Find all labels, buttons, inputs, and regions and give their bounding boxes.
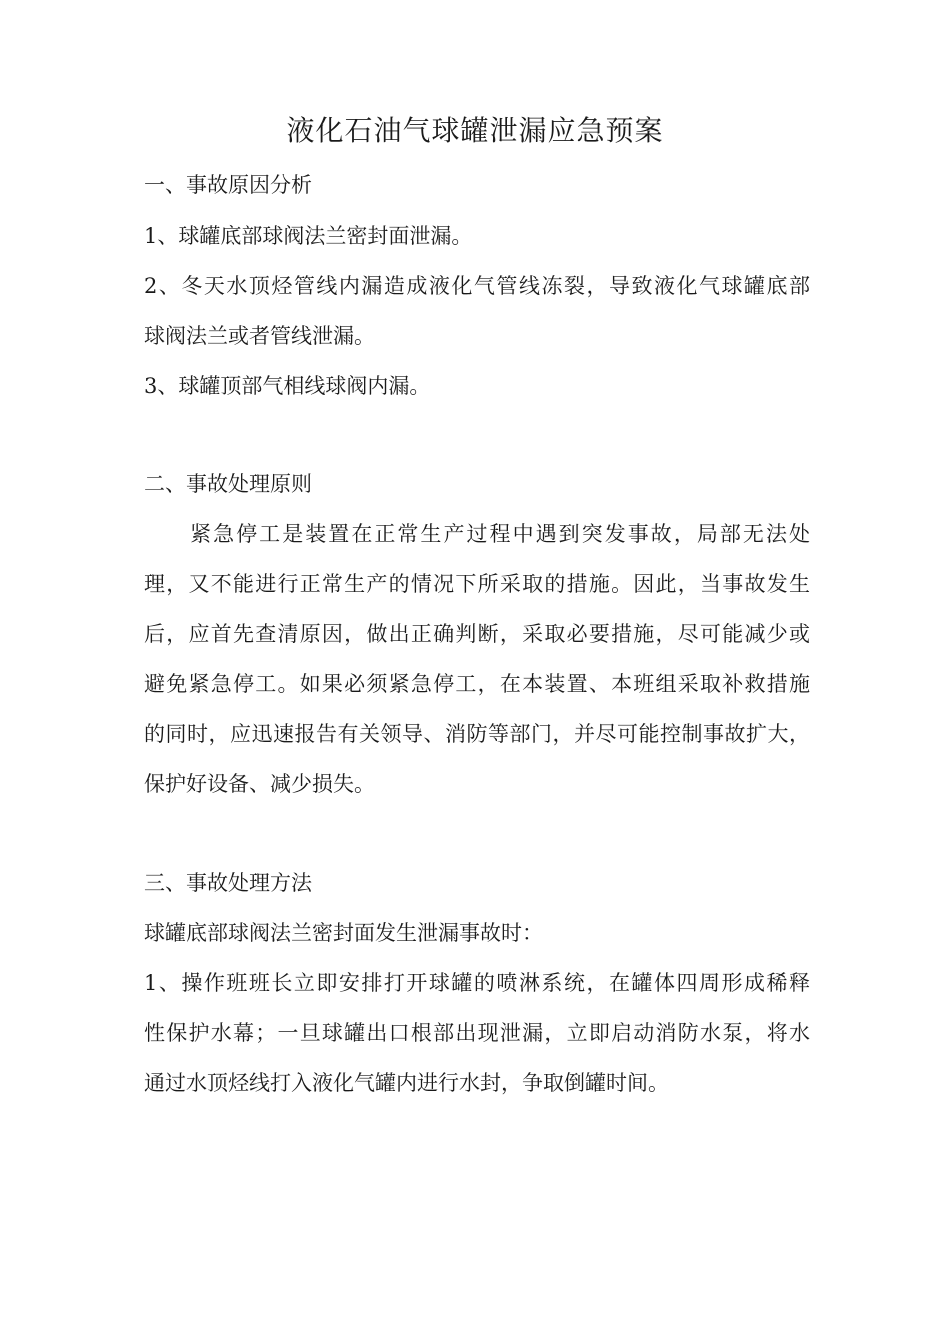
methods-item-1-line-2: 性保护水幕；一旦球罐出口根部出现泄漏，立即启动消防水泵，将水 bbox=[144, 1021, 810, 1045]
section-heading-principles: 二、事故处理原则 bbox=[144, 472, 312, 496]
methods-item-1-line-1: 1、操作班班长立即安排打开球罐的喷淋系统，在罐体四周形成稀释 bbox=[144, 971, 810, 995]
principles-line-4: 避免紧急停工。如果必须紧急停工，在本装置、本班组采取补救措施 bbox=[144, 672, 810, 696]
methods-item-1-line-3: 通过水顶烃线打入液化气罐内进行水封，争取倒罐时间。 bbox=[144, 1071, 669, 1095]
principles-line-1: 紧急停工是装置在正常生产过程中遇到突发事故，局部无法处 bbox=[144, 522, 810, 546]
cause-item-2-line-1: 2、冬天水顶烃管线内漏造成液化气管线冻裂，导致液化气球罐底部 bbox=[144, 274, 810, 298]
cause-item-1: 1、球罐底部球阀法兰密封面泄漏。 bbox=[144, 224, 473, 248]
document-title: 液化石油气球罐泄漏应急预案 bbox=[286, 114, 664, 147]
principles-line-3: 后，应首先查清原因，做出正确判断，采取必要措施，尽可能减少或 bbox=[144, 622, 810, 646]
section-heading-cause-analysis: 一、事故原因分析 bbox=[144, 173, 312, 197]
methods-intro: 球罐底部球阀法兰密封面发生泄漏事故时： bbox=[144, 921, 543, 945]
principles-line-5: 的同时，应迅速报告有关领导、消防等部门，并尽可能控制事故扩大， bbox=[144, 722, 810, 746]
cause-item-3: 3、球罐顶部气相线球阀内漏。 bbox=[144, 374, 431, 398]
cause-item-2-line-2: 球阀法兰或者管线泄漏。 bbox=[144, 324, 375, 348]
section-heading-methods: 三、事故处理方法 bbox=[144, 871, 312, 895]
principles-line-6: 保护好设备、减少损失。 bbox=[144, 772, 375, 796]
principles-line-2: 理，又不能进行正常生产的情况下所采取的措施。因此，当事故发生 bbox=[144, 572, 810, 596]
